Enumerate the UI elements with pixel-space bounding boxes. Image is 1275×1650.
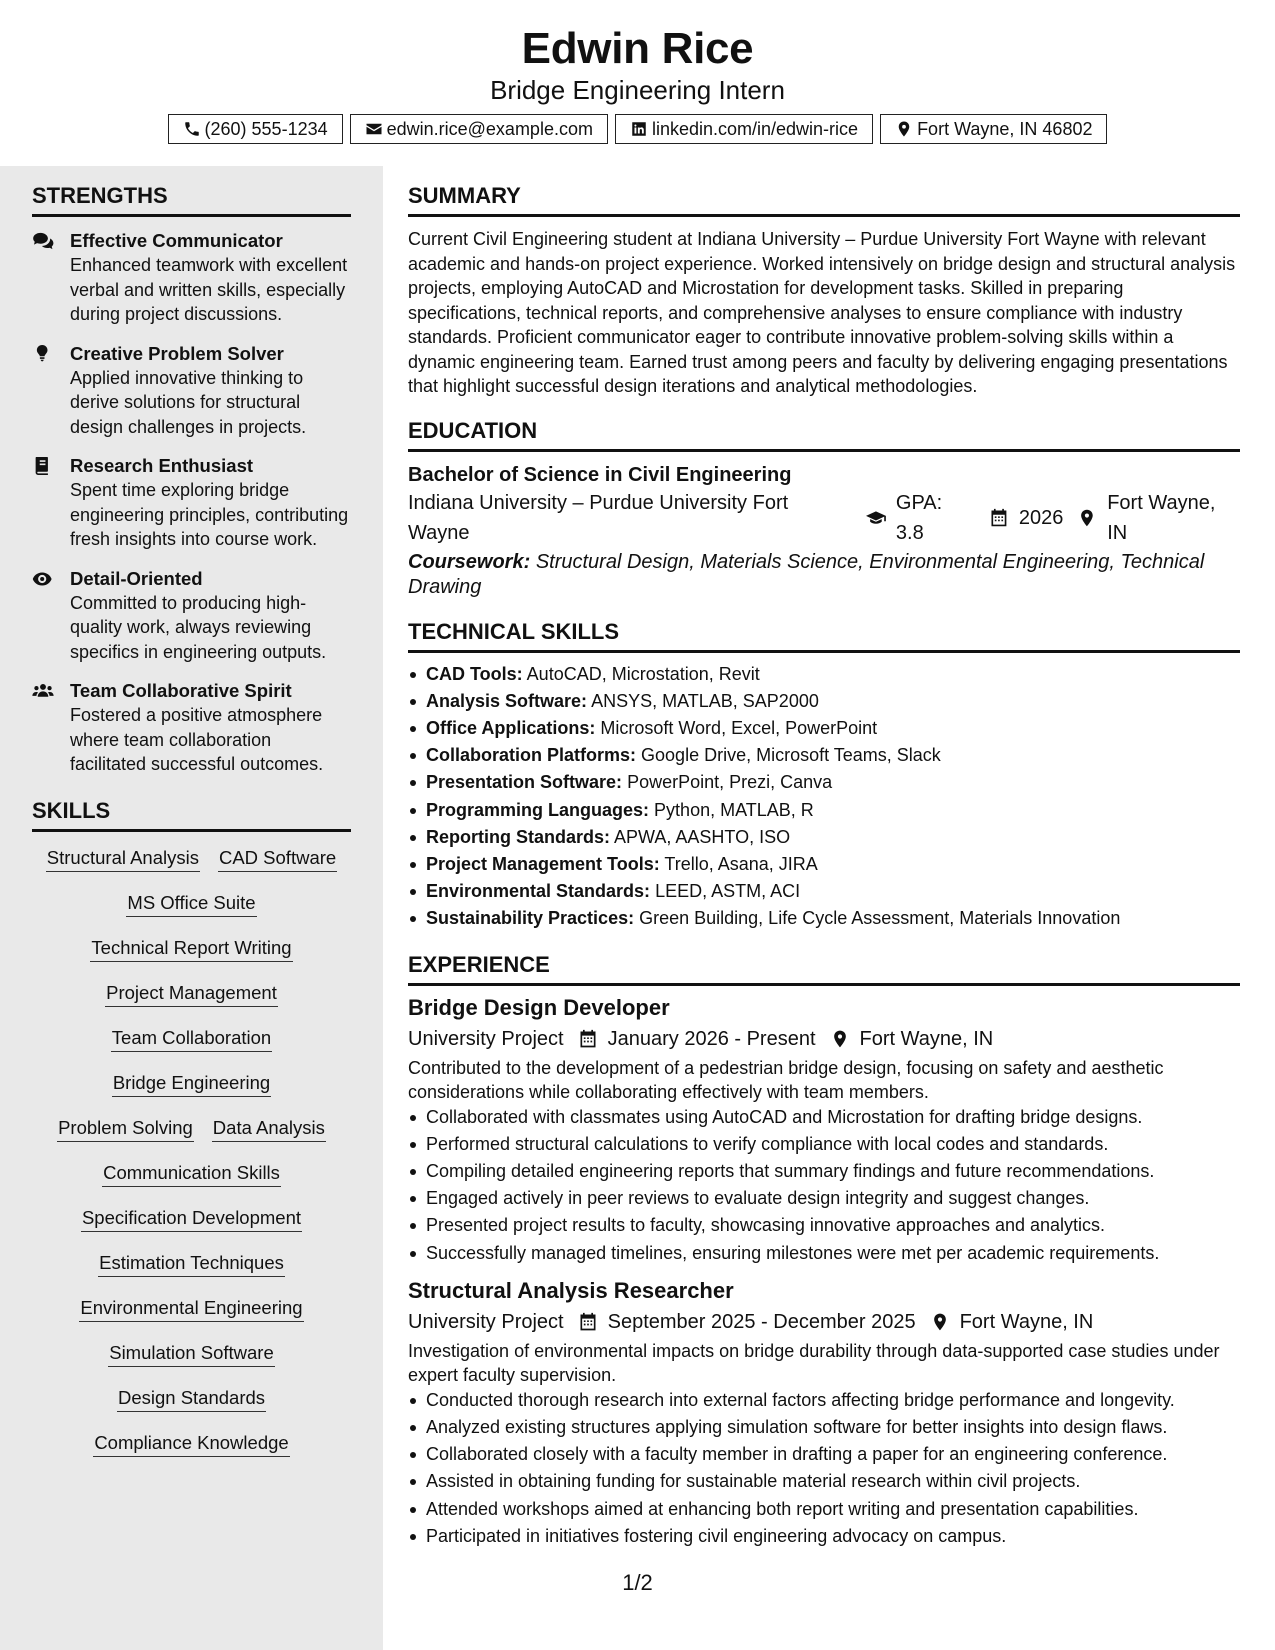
- contact-bar: [0, 114, 1275, 144]
- summary-heading: SUMMARY: [408, 182, 1240, 217]
- list-item: Performed structural calculations to verify compliance with local codes and standards.: [408, 1131, 1240, 1158]
- job-bullets: [408, 1387, 1240, 1550]
- skill-tag: Specification Development: [81, 1206, 302, 1232]
- job-meta: [408, 1024, 1240, 1054]
- list-item: Engaged actively in peer reviews to evaluate design integrity and suggest changes.: [408, 1185, 1240, 1212]
- skill-tag: Bridge Engineering: [112, 1071, 271, 1097]
- list-item: Presented project results to faculty, showcasing innovative approaches and analytics.: [408, 1212, 1240, 1239]
- graduation-cap-icon: [866, 508, 886, 528]
- map-marker-icon: [830, 1029, 850, 1049]
- job-description: Investigation of environmental impacts on bridge durability through data-supported case studies under expert faculty supervision.: [408, 1340, 1220, 1385]
- skills-list: [32, 846, 351, 1457]
- list-item: Analyzed existing structures applying simulation software for better insights into design flaws.: [408, 1414, 1240, 1441]
- list-item: Conducted thorough research into external factors affecting bridge performance and longevity.: [408, 1387, 1240, 1414]
- strength-desc: Enhanced teamwork with excellent verbal and written skills, especially during project discussions.: [70, 255, 348, 324]
- skill-tag: Communication Skills: [102, 1161, 281, 1187]
- skill-tag: Structural Analysis: [46, 846, 200, 872]
- strength-title: Research Enthusiast: [70, 455, 254, 476]
- strength-desc: Spent time exploring bridge engineering principles, contributing fresh insights into course work.: [70, 480, 349, 549]
- education-heading: EDUCATION: [408, 417, 1240, 452]
- skill-tag: Estimation Techniques: [98, 1251, 285, 1277]
- education-degree: Bachelor of Science in Civil Engineering: [408, 463, 792, 486]
- job-dates: January 2026 - Present: [607, 1027, 816, 1050]
- skill-tag: Technical Report Writing: [90, 936, 292, 962]
- list-item: Office Applications: Microsoft Word, Excel, PowerPoint: [408, 715, 1240, 742]
- users-icon: [32, 682, 54, 700]
- education-school: Indiana University – Purdue University Fort Wayne: [408, 491, 789, 544]
- technical-skills-heading: TECHNICAL SKILLS: [408, 618, 1240, 653]
- page-number: 1/2: [622, 1570, 653, 1595]
- candidate-title: Bridge Engineering Intern: [490, 75, 785, 105]
- summary-text: Current Civil Engineering student at Indiana University – Purdue University Fort Wayne with relevant academic and hands-on project experience. Worked intensively on bridge design and structural analysis projects, employing AutoCAD and Microstation for development tasks. Skilled in preparing specifications, technical reports, and comprehensive analyses to ensure compliance with industry standards. Proficient communicator eager to contribute innovative problem-solving skills within a dynamic engineering team. Earned trust among peers and faculty by delivering engaging presentations that highlight successful design iterations and analytical methodologies.: [408, 229, 1236, 396]
- list-item: Collaboration Platforms: Google Drive, Microsoft Teams, Slack: [408, 742, 1240, 769]
- map-marker-icon: [895, 120, 913, 138]
- experience-entry: [408, 1275, 1240, 1550]
- education-meta: [408, 488, 1240, 548]
- sidebar: [0, 166, 383, 1650]
- map-marker-icon: [1077, 508, 1097, 528]
- list-item: Compiling detailed engineering reports that summary findings and future recommendations.: [408, 1158, 1240, 1185]
- contact-phone-text: (260) 555-1234: [204, 118, 328, 139]
- education-gpa: GPA: 3.8: [895, 491, 943, 544]
- main-content: [408, 166, 1240, 1550]
- list-item: Project Management Tools: Trello, Asana, JIRA: [408, 851, 1240, 878]
- strength-desc: Fostered a positive atmosphere where team collaboration facilitated successful outcomes.: [70, 705, 324, 774]
- education-coursework: [408, 550, 1240, 600]
- strength-desc: Committed to producing high-quality work, always reviewing specifics in engineering outputs.: [70, 592, 327, 662]
- calendar-icon: [578, 1029, 598, 1049]
- strength-item: [32, 567, 351, 665]
- linkedin-icon: [630, 120, 648, 138]
- contact-linkedin[interactable]: [615, 114, 873, 144]
- strength-title: Detail-Oriented: [70, 567, 203, 589]
- list-item: Participated in initiatives fostering civil engineering advocacy on campus.: [408, 1523, 1240, 1550]
- strength-item: [32, 229, 351, 327]
- skill-tag: Design Standards: [117, 1386, 266, 1412]
- strength-title: Team Collaborative Spirit: [70, 680, 292, 701]
- resume-header: [0, 0, 1275, 144]
- contact-email-text: edwin.rice@example.com: [386, 118, 593, 139]
- skill-tag: Project Management: [105, 981, 278, 1007]
- education-location: Fort Wayne, IN: [1107, 491, 1216, 544]
- list-item: Presentation Software: PowerPoint, Prezi, Canva: [408, 769, 1240, 796]
- skill-tag: Compliance Knowledge: [93, 1431, 289, 1457]
- list-item: Analysis Software: ANSYS, MATLAB, SAP2000: [408, 688, 1240, 715]
- education-year: 2026: [1018, 506, 1064, 529]
- coursework-list: Structural Design, Materials Science, Environmental Engineering, Technical Drawing: [408, 550, 1205, 598]
- list-item: Successfully managed timelines, ensuring milestones were met per academic requirements.: [408, 1240, 1240, 1267]
- job-meta: [408, 1307, 1240, 1337]
- job-location: Fort Wayne, IN: [859, 1027, 994, 1050]
- map-marker-icon: [930, 1312, 950, 1332]
- skills-heading: SKILLS: [32, 797, 351, 832]
- technical-skills-list: [408, 661, 1240, 933]
- job-location: Fort Wayne, IN: [959, 1310, 1094, 1333]
- list-item: Programming Languages: Python, MATLAB, R: [408, 797, 1240, 824]
- list-item: Attended workshops aimed at enhancing both report writing and presentation capabilities.: [408, 1496, 1240, 1523]
- skill-tag: Data Analysis: [212, 1116, 326, 1142]
- calendar-icon: [578, 1312, 598, 1332]
- skill-tag: Environmental Engineering: [79, 1296, 303, 1322]
- experience-entry: [408, 992, 1240, 1267]
- calendar-icon: [989, 508, 1009, 528]
- contact-location-text: Fort Wayne, IN 46802: [917, 118, 1093, 139]
- list-item: Collaborated closely with a faculty member in drafting a paper for an engineering conference.: [408, 1441, 1240, 1468]
- job-dates: September 2025 - December 2025: [607, 1310, 916, 1333]
- job-title: Bridge Design Developer: [408, 994, 670, 1020]
- phone-icon: [183, 120, 201, 138]
- skill-tag: MS Office Suite: [126, 891, 256, 917]
- eye-icon: [32, 570, 54, 588]
- job-bullets: [408, 1104, 1240, 1267]
- contact-location: [880, 114, 1107, 144]
- list-item: Collaborated with classmates using AutoCAD and Microstation for drafting bridge designs.: [408, 1104, 1240, 1131]
- strength-title: Effective Communicator: [70, 230, 283, 251]
- book-icon: [32, 457, 54, 475]
- job-org: University Project: [408, 1310, 564, 1333]
- list-item: Environmental Standards: LEED, ASTM, ACI: [408, 878, 1240, 905]
- job-title: Structural Analysis Researcher: [408, 1277, 734, 1303]
- list-item: CAD Tools: AutoCAD, Microstation, Revit: [408, 661, 1240, 688]
- envelope-icon: [365, 120, 383, 138]
- job-description: Contributed to the development of a pedestrian bridge design, focusing on safety and aesthetic considerations while collaborating effectively with team members.: [408, 1057, 1164, 1102]
- candidate-name: Edwin Rice: [521, 24, 754, 73]
- strength-title: Creative Problem Solver: [70, 342, 284, 364]
- skill-tag: CAD Software: [218, 846, 337, 872]
- contact-email[interactable]: [350, 114, 608, 144]
- comments-icon: [32, 232, 54, 250]
- list-item: Assisted in obtaining funding for sustainable material research within civil projects.: [408, 1468, 1240, 1495]
- strength-item: [32, 679, 351, 777]
- list-item: Sustainability Practices: Green Building, Life Cycle Assessment, Materials Innovation: [408, 905, 1240, 932]
- strength-item: [32, 454, 351, 552]
- strengths-list: [32, 229, 351, 777]
- experience-heading: EXPERIENCE: [408, 951, 1240, 986]
- strengths-heading: STRENGTHS: [32, 182, 351, 217]
- contact-linkedin-text: linkedin.com/in/edwin-rice: [651, 118, 859, 139]
- lightbulb-icon: [32, 345, 54, 363]
- strength-desc: Applied innovative thinking to derive solutions for structural design challenges in projects.: [70, 367, 307, 437]
- list-item: Reporting Standards: APWA, AASHTO, ISO: [408, 824, 1240, 851]
- contact-phone[interactable]: [168, 114, 343, 144]
- strength-item: [32, 342, 351, 440]
- skill-tag: Problem Solving: [57, 1116, 194, 1142]
- skill-tag: Simulation Software: [108, 1341, 275, 1367]
- skill-tag: Team Collaboration: [111, 1026, 272, 1052]
- job-org: University Project: [408, 1027, 564, 1050]
- coursework-label: Coursework:: [408, 550, 531, 573]
